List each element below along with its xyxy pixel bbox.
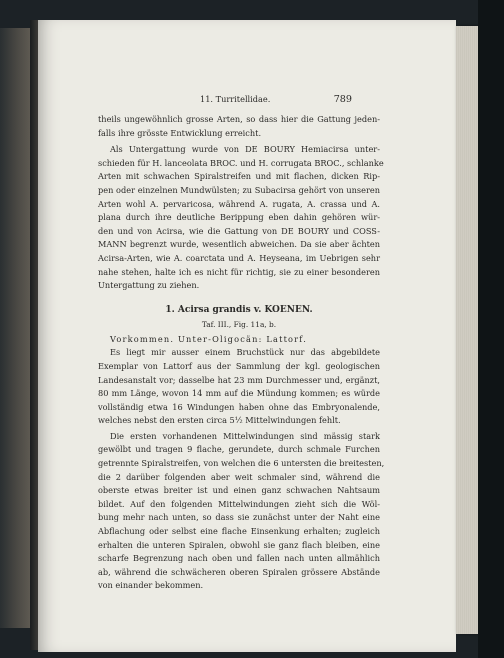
text-line: Exemplar von Lattorf aus der Sammlung der kgl. geologischen — [98, 360, 380, 371]
page-body — [98, 113, 385, 593]
paragraph-4 — [98, 430, 385, 593]
text-line: erhalten die unteren Spiralen, obwohl sie ganz flach bleiben, eine — [98, 539, 380, 550]
paragraph-3 — [98, 346, 380, 428]
text-line: MANN begrenzt wurde, wesentlich abweichen. Da sie aber ächten — [98, 239, 380, 250]
text-line: falls ihre grösste Entwicklung erreicht. — [98, 127, 262, 138]
text-line: welches nebst den ersten circa 5½ Mittelwindungen fehlt. — [98, 415, 341, 426]
running-head — [200, 94, 352, 108]
text-line: Arten wohl A. pervaricosa, während A. rugata, A. crassa und A. — [98, 198, 380, 209]
text-line: von einander bekommen. — [98, 580, 204, 591]
text-line: getrennte Spiralstreifen, von welchen die 6 untersten die breitesten, — [98, 458, 385, 469]
text-line: bung mehr nach unten, so dass sie zunächst unter der Naht eine — [98, 512, 380, 523]
text-line: pen oder einzelnen Mundwülsten; zu Subacirsa gehört von unseren — [98, 184, 380, 195]
text-line: bildet. Auf den folgenden Mittelwindungen zieht sich die Wöl- — [98, 498, 380, 509]
paragraph-1 — [98, 113, 380, 140]
text-line: oberste etwas breiter ist und einen ganz schwachen Nahtsaum — [98, 485, 380, 496]
text-line: 80 mm Länge, wovon 14 mm auf die Mündung kommen; es würde — [98, 388, 380, 399]
facing-page-edge — [0, 28, 30, 628]
text-line: ab, während die schwächeren oberen Spiralen grössere Abstände — [98, 566, 380, 577]
species-heading: 1. Acirsa grandis v. KOENEN. — [165, 304, 313, 315]
text-line: gewölbt und tragen 9 flache, gerundete, durch schmale Furchen — [98, 444, 380, 455]
text-line: schieden für H. lanceolata BROC. und H. corrugata BROC., schlanke — [98, 157, 384, 168]
text-line: Abflachung oder selbst eine flache Einsenkung erhalten; zugleich — [98, 526, 380, 537]
text-line: plana durch ihre deutliche Berippung eben dahin gehören wür- — [98, 212, 380, 223]
section-title: 11. Turritellidae. — [200, 94, 271, 104]
text-line: Landesanstalt vor; dasselbe hat 23 mm Durchmesser und, ergänzt, — [98, 374, 380, 385]
occurrence-text: Vorkommen. Unter-Oligocän: Lattorf. — [110, 333, 308, 344]
plate-reference: Taf. III., Fig. 11a, b. — [201, 319, 277, 329]
text-line: scharfe Begrenzung nach oben und fallen nach unten allmählich — [98, 553, 380, 564]
book-gutter — [30, 20, 38, 650]
text-line: Es liegt mir ausser einem Bruchstück nur das abgebildete — [110, 347, 380, 358]
text-line: theils ungewöhnlich grosse Arten, so dass hier die Gattung jeden- — [98, 114, 380, 124]
text-line: Als Untergattung wurde von DE BOURY Hemiacirsa unter- — [110, 144, 380, 155]
text-line: Untergattung zu ziehen. — [98, 280, 200, 291]
text-line: Arten mit schwachen Spiralstreifen und mit flachen, dicken Rip- — [98, 171, 380, 182]
paragraph-2 — [98, 143, 384, 293]
text-line: Acirsa-Arten, wie A. coarctata und A. Heyseana, im Uebrigen sehr — [98, 252, 380, 263]
text-line: nahe stehen, halte ich es nicht für richtig, sie zu einer besonderen — [98, 266, 380, 277]
text-line: vollständig etwa 16 Windungen haben ohne das Embryonalende, — [98, 401, 380, 412]
background-right — [478, 0, 504, 658]
text-line: den und von Acirsa, wie die Gattung von DE BOURY und COSS- — [98, 225, 380, 236]
text-line: die 2 darüber folgenden aber weit schmaler sind, während die — [98, 471, 380, 482]
page-number: 789 — [333, 94, 352, 105]
occurrence-line — [98, 333, 380, 347]
page-stack-edges — [456, 26, 478, 634]
text-line: Die ersten vorhandenen Mittelwindungen sind mässig stark — [110, 430, 380, 441]
